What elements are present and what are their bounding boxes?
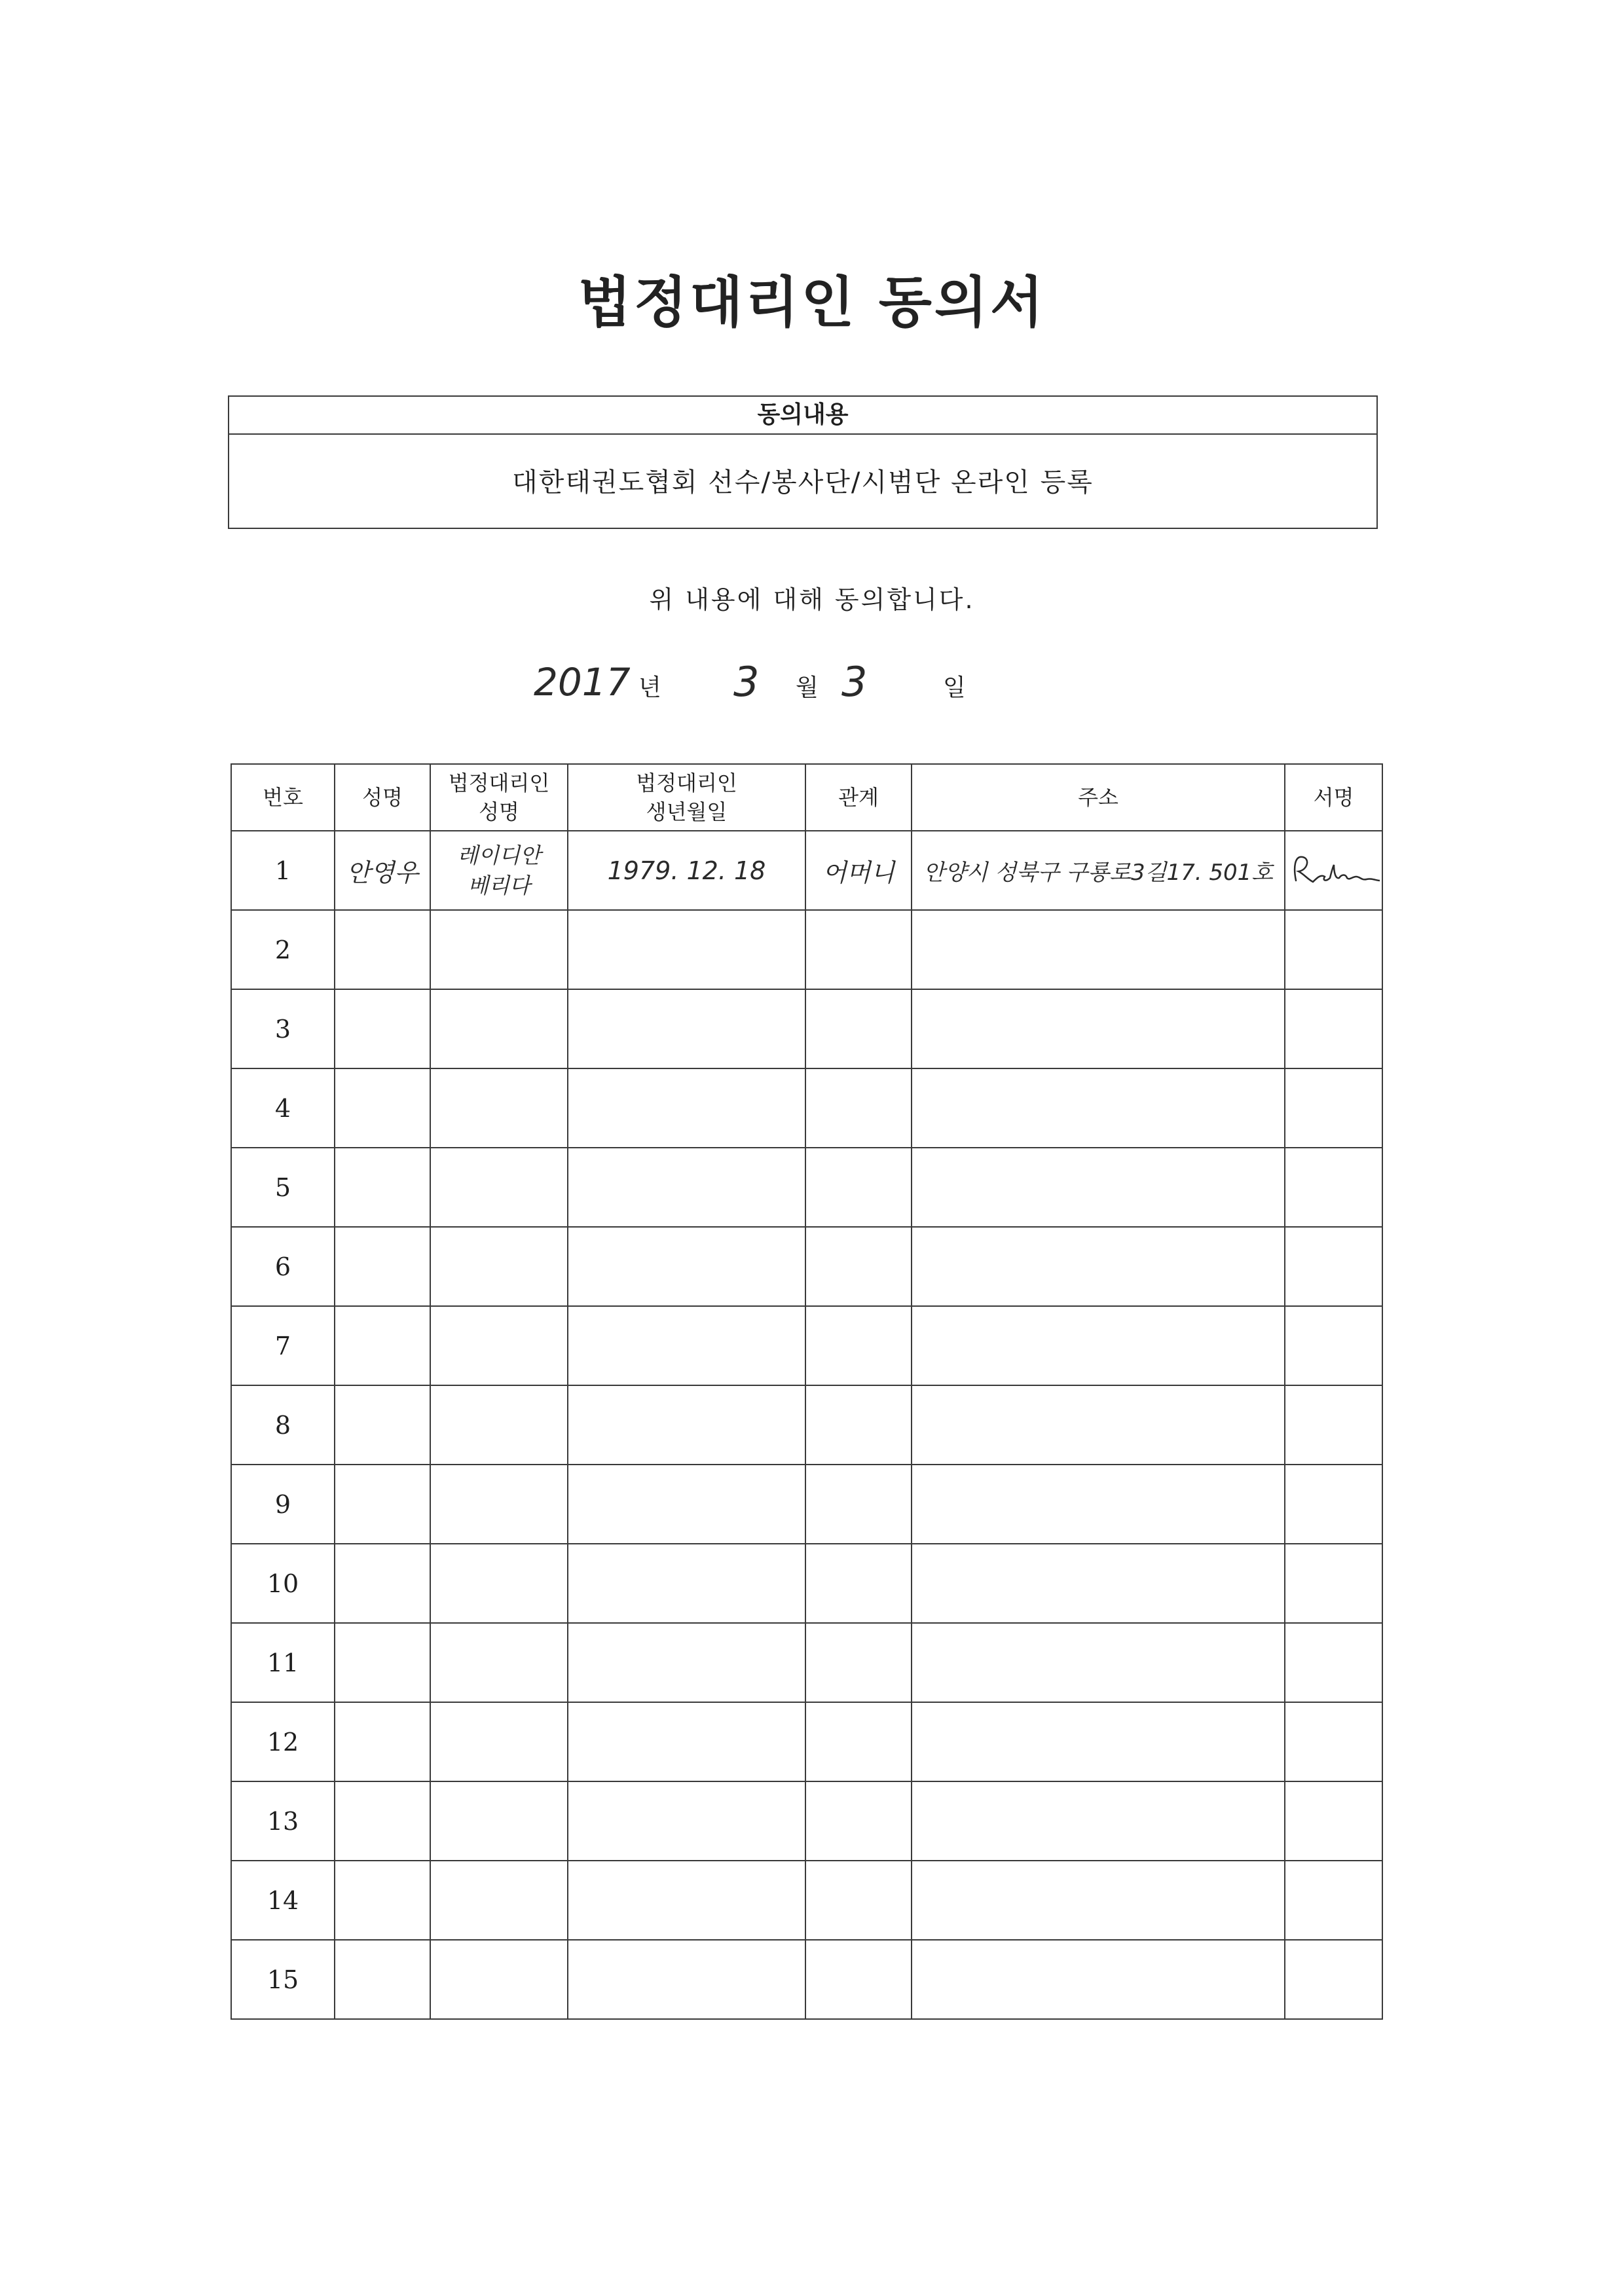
guardian-name-line2: 베리다 (468, 872, 530, 898)
row-number: 2 (231, 910, 335, 989)
date-day-unit: 일 (943, 674, 966, 701)
header-no: 번호 (231, 764, 335, 831)
header-guardian-name (430, 764, 568, 831)
header-relation: 관계 (805, 764, 912, 831)
header-guardian-birth-line2: 생년월일 (646, 799, 728, 824)
roster-table (231, 763, 1383, 2020)
student-name-text: 안영우 (346, 858, 419, 887)
row-number: 7 (231, 1306, 335, 1385)
header-guardian-name-line2: 성명 (479, 799, 519, 824)
header-signature: 서명 (1285, 764, 1382, 831)
date-month-unit: 월 (796, 674, 819, 701)
page-title: 법정대리인 동의서 (578, 270, 1046, 335)
table-row (231, 1465, 1382, 1544)
relation-text: 어머니 (822, 858, 895, 887)
date-day: 3 (841, 658, 868, 706)
row-number: 8 (231, 1385, 335, 1465)
signature-image (1288, 848, 1380, 894)
row-number: 11 (231, 1623, 335, 1702)
table-header-row (231, 764, 1382, 831)
date-year-unit: 년 (638, 674, 661, 701)
row-number: 6 (231, 1227, 335, 1306)
table-row (231, 1068, 1382, 1148)
row-number: 14 (231, 1861, 335, 1940)
student-name (335, 831, 430, 910)
header-address: 주소 (912, 764, 1285, 831)
row-number: 12 (231, 1702, 335, 1781)
row-number: 1 (231, 831, 335, 910)
guardian-birth-text: 1979. 12. 18 (607, 856, 766, 885)
table-row (231, 1702, 1382, 1781)
date-month: 3 (733, 658, 760, 706)
table-row (231, 1781, 1382, 1861)
table-row (231, 1940, 1382, 2019)
header-name: 성명 (335, 764, 430, 831)
table-row (231, 1148, 1382, 1227)
table-row (231, 910, 1382, 989)
guardian-name-line1: 레이디안 (457, 842, 541, 868)
agreement-statement: 위 내용에 대해 동의합니다. (649, 585, 975, 614)
table-row (231, 1544, 1382, 1623)
row-number: 10 (231, 1544, 335, 1623)
table-row (231, 1623, 1382, 1702)
consent-text: 대한태권도협회 선수/봉사단/시범단 온라인 등록 (512, 467, 1094, 498)
header-guardian-birth (568, 764, 805, 831)
date-year: 2017 (534, 660, 631, 704)
table-row (231, 831, 1382, 910)
header-guardian-birth-line1: 법정대리인 (636, 771, 737, 795)
row-number: 13 (231, 1781, 335, 1861)
table-row (231, 1227, 1382, 1306)
table-row (231, 1861, 1382, 1940)
consent-heading: 동의내용 (229, 397, 1376, 435)
row-number: 9 (231, 1465, 335, 1544)
address-text: 안양시 성북구 구룡로3길17. 501호 (923, 860, 1274, 886)
guardian-name (430, 831, 568, 910)
table-row (231, 989, 1382, 1068)
row-number: 15 (231, 1940, 335, 2019)
header-guardian-name-line1: 법정대리인 (448, 771, 550, 795)
row-number: 4 (231, 1068, 335, 1148)
address (912, 831, 1285, 910)
table-row (231, 1385, 1382, 1465)
guardian-birth (568, 831, 805, 910)
consent-box (228, 395, 1378, 529)
relation (805, 831, 912, 910)
row-number: 5 (231, 1148, 335, 1227)
row-number: 3 (231, 989, 335, 1068)
table-row (231, 1306, 1382, 1385)
signature (1285, 831, 1382, 910)
